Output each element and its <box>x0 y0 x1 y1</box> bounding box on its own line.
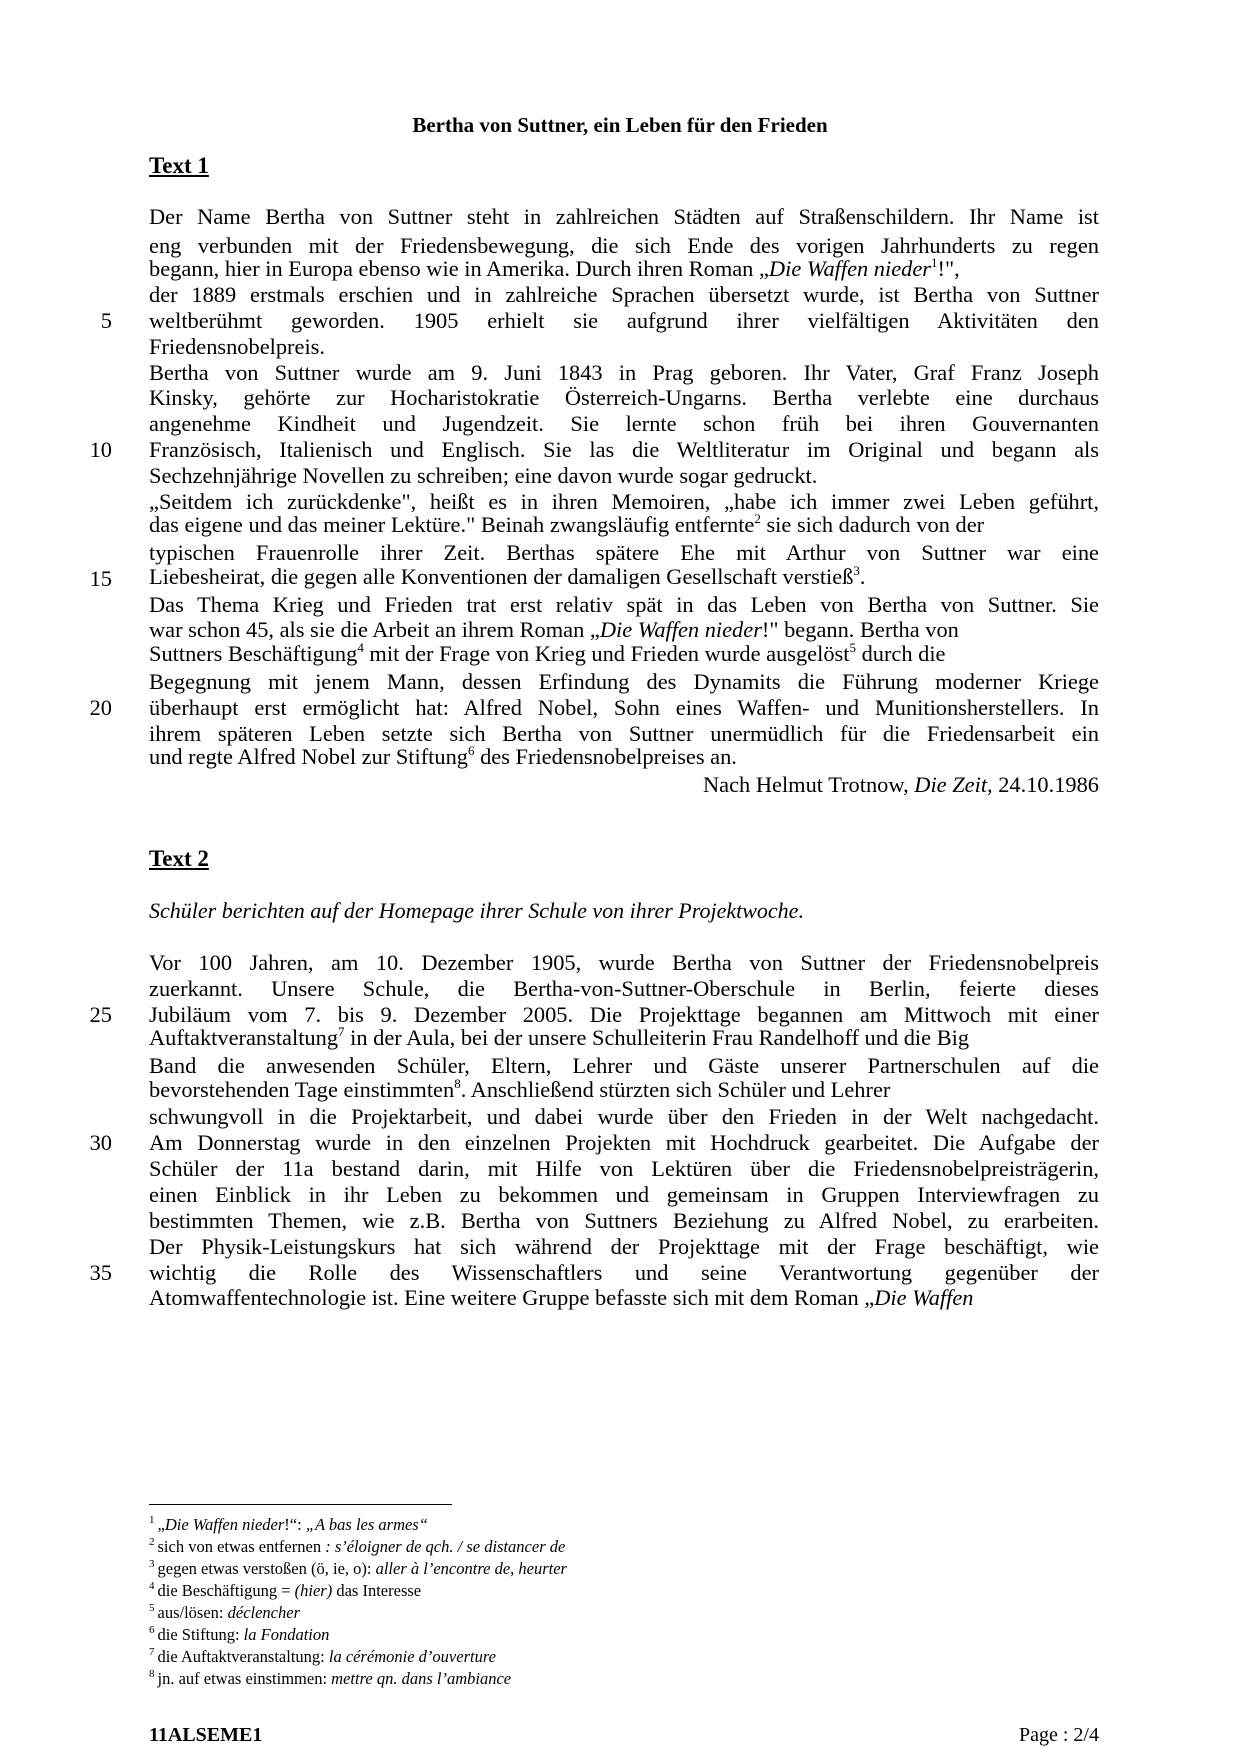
footnote-8: $^8$ jn. auf etwas einstimmen: mettre qn. dans l’ambiance <box>149 1668 512 1688</box>
text2-line-2: zuerkannt. Unsere Schule, die Bertha-von-Suttner-Oberschule in Berlin, feierte dieses <box>149 976 1099 1001</box>
line-number: 5 <box>100 308 112 333</box>
text1-line-11: Sechzehnjährige Novellen zu schreiben; eine davon wurde sogar gedruckt. <box>149 463 818 488</box>
line-number: 10 <box>89 437 112 462</box>
text1-line-8: Kinsky, gehörte zur Hocharistokratie Österreich-Ungarns. Bertha verlebte eine durchaus <box>149 385 1099 410</box>
text2-line-3: Jubiläum vom 7. bis 9. Dezember 2005. Die Projekttage begannen am Mittwoch mit einer <box>149 1002 1099 1027</box>
text2-line-7: schwungvoll in die Projektarbeit, und dabei wurde über den Frieden in der Welt nachgedacht. <box>149 1104 1099 1129</box>
text2-line-10: einen Einblick in ihr Leben zu bekommen und gemeinsam in Gruppen Interviewfragen zu <box>149 1182 1099 1207</box>
document-title: Bertha von Suttner, ein Leben für den Frieden <box>412 113 828 137</box>
text1-line-18: Suttners Beschäftigung$^4$ mit der Frage von Krieg und Frieden wurde ausgelöst$^5$ durch die <box>149 640 946 666</box>
footnote-7: $^7$ die Auftaktveranstaltung: la cérémonie d’ouverture <box>149 1646 496 1666</box>
text1-line-7: Bertha von Suttner wurde am 9. Juni 1843 in Prag geboren. Ihr Vater, Graf Franz Joseph <box>149 360 1099 385</box>
footnote-ref: 4 <box>357 640 364 655</box>
text2-line-14: Atomwaffentechnologie ist. Eine weitere Gruppe befasste sich mit dem Roman „Die Waffen <box>149 1285 974 1310</box>
text1-line-9: angenehme Kindheit und Jugendzeit. Sie lernte schon früh bei ihren Gouvernanten <box>149 411 1099 436</box>
line-number: 35 <box>89 1260 112 1285</box>
line-number: 25 <box>89 1002 112 1027</box>
text2-line-1: Vor 100 Jahren, am 10. Dezember 1905, wurde Bertha von Suttner der Friedensnobelpreis <box>149 950 1099 975</box>
text1-line-22: und regte Alfred Nobel zur Stiftung$^6$ des Friedensnobelpreises an. <box>149 743 737 769</box>
text2-line-4: Auftaktveranstaltung$^7$ in der Aula, bei der unsere Schulleiterin Frau Randelhoff und die Big <box>149 1024 970 1050</box>
text1-line-10: Französisch, Italienisch und Englisch. Sie las die Weltliteratur im Original und begann als <box>149 437 1099 462</box>
text2-heading: Text 2 <box>149 846 209 871</box>
page-number: Page : 2/4 <box>1019 1724 1099 1746</box>
line-number: 15 <box>89 566 112 591</box>
text2-line-13: wichtig die Rolle des Wissenschaftlers und seine Verantwortung gegenüber der <box>149 1260 1099 1285</box>
text1-line-16: Das Thema Krieg und Frieden trat erst relativ spät in das Leben von Bertha von Suttner. Sie <box>149 592 1099 617</box>
text1-line-3: begann, hier in Europa ebenso wie in Amerika. Durch ihren Roman „Die Waffen nieder$^1$!", <box>149 255 960 281</box>
text1-line-13: das eigene und das meiner Lektüre." Beinah zwangsläufig entfernte$^2$ sie sich dadurch von der <box>149 511 985 537</box>
footnote-ref: 1 <box>931 255 938 270</box>
novel-title: Die Waffen nieder <box>768 256 932 281</box>
line-number: 20 <box>89 695 112 720</box>
text1-line-6: Friedensnobelpreis. <box>149 334 325 359</box>
exam-code: 11ALSEME1 <box>149 1724 263 1746</box>
text1-line-20: überhaupt erst ermöglicht hat: Alfred Nobel, Sohn eines Waffen- und Munitionsherstellers. In <box>149 695 1099 720</box>
text1-line-2: eng verbunden mit der Friedensbewegung, die sich Ende des vorigen Jahrhunderts zu regen <box>149 233 1099 258</box>
footnote-3: $^3$ gegen etwas verstoßen (ö, ie, o): aller à l’encontre de, heurter <box>149 1558 567 1578</box>
text1-line-5: weltberühmt geworden. 1905 erhielt sie aufgrund ihrer vielfältigen Aktivitäten den <box>149 308 1099 333</box>
footnote-ref: 5 <box>849 640 856 655</box>
footnote-6: $^6$ die Stiftung: la Fondation <box>149 1624 330 1644</box>
text2-line-5: Band die anwesenden Schüler, Eltern, Lehrer und Gäste unserer Partnerschulen auf die <box>149 1053 1099 1078</box>
footnote-1: $^1$ „Die Waffen nieder!“: „A bas les armes“ <box>149 1514 428 1534</box>
text1-line-21: ihrem späteren Leben setzte sich Bertha von Suttner unermüdlich für die Friedensarbeit ein <box>149 721 1099 746</box>
text2-line-8: Am Donnerstag wurde in den einzelnen Projekten mit Hochdruck gearbeitet. Die Aufgabe der <box>149 1130 1099 1155</box>
text1-line-15: Liebesheirat, die gegen alle Konventionen der damaligen Gesellschaft verstieß$^3$. <box>149 563 866 589</box>
footnote-ref: 2 <box>754 511 761 526</box>
line-number: 30 <box>89 1130 112 1155</box>
footnote-divider <box>149 1504 452 1505</box>
text1-line-1: Der Name Bertha von Suttner steht in zahlreichen Städten auf Straßenschildern. Ihr Name ist <box>149 204 1099 229</box>
text1-line-12: „Seitdem ich zurückdenke", heißt es in ihren Memoiren, „habe ich immer zwei Leben geführt, <box>149 489 1099 514</box>
text1-line-17: war schon 45, als sie die Arbeit an ihrem Roman „Die Waffen nieder!" begann. Bertha von <box>149 617 959 642</box>
footnote-5: $^5$ aus/lösen: déclencher <box>149 1602 300 1622</box>
footnote-2: $^2$ sich von etwas entfernen : s’éloigner de qch. / se distancer de <box>149 1536 566 1556</box>
text2-line-6: bevorstehenden Tage einstimmten$^8$. Anschließend stürzten sich Schüler und Lehrer <box>149 1076 891 1102</box>
text1-line-14: typischen Frauenrolle ihrer Zeit. Berthas spätere Ehe mit Arthur von Suttner war eine <box>149 540 1099 565</box>
text1-line-19: Begegnung mit jenem Mann, dessen Erfindung des Dynamits die Führung moderner Kriege <box>149 669 1099 694</box>
footnote-ref: 8 <box>454 1076 461 1091</box>
text1-line-4: der 1889 erstmals erschien und in zahlreiche Sprachen übersetzt wurde, ist Bertha von Suttner <box>149 282 1099 307</box>
footnote-ref: 6 <box>468 743 475 758</box>
text2-intro: Schüler berichten auf der Homepage ihrer Schule von ihrer Projektwoche. <box>149 898 804 923</box>
footnote-ref: 7 <box>338 1024 345 1039</box>
footnote-4: $^4$ die Beschäftigung = (hier) das Interesse <box>149 1580 422 1600</box>
text2-line-9: Schüler der 11a bestand darin, mit Hilfe von Lektüren über die Friedensnobelpreisträgerin, <box>149 1156 1099 1181</box>
text2-line-12: Der Physik-Leistungskurs hat sich während der Projekttage mit der Frage beschäftigt, wie <box>149 1234 1099 1259</box>
text1-heading: Text 1 <box>149 153 209 178</box>
text2-line-11: bestimmten Themen, wie z.B. Bertha von Suttners Beziehung zu Alfred Nobel, zu erarbeiten. <box>149 1208 1099 1233</box>
footnote-ref: 3 <box>853 563 860 578</box>
text1-source: Nach Helmut Trotnow, Die Zeit, 24.10.1986 <box>703 772 1099 797</box>
